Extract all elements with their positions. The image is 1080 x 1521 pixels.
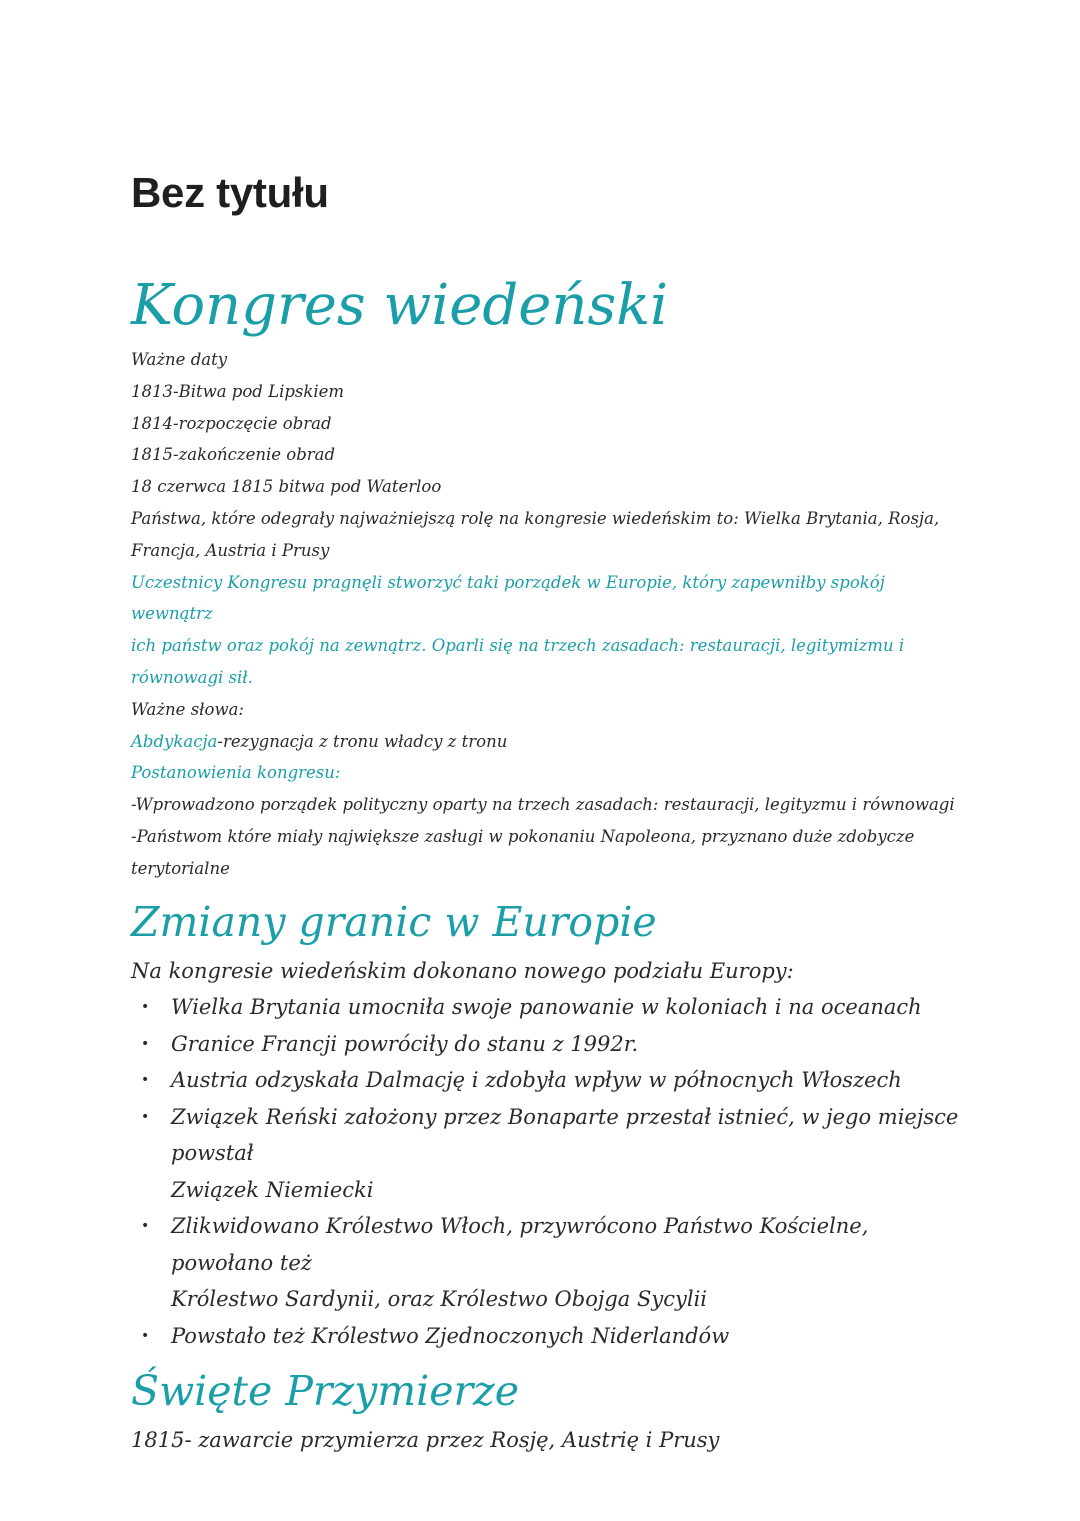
words-label: Ważne słowa: [131,699,244,719]
date-item: 1815-zakończenie obrad [131,445,336,465]
date-item: 1814-rozpoczęcie obrad [131,413,332,433]
term-definition: -rezygnacja z tronu władcy z tronu [217,731,508,751]
bullet-icon: • [141,1072,150,1089]
goals-line: równowagi sił. [131,667,253,687]
term-name: Abdykacja [131,731,218,751]
list-item [131,1099,961,1209]
list-item-text: Związek Niemiecki [171,1177,374,1202]
heading-kongres: Kongres wiedeński [131,273,669,338]
list-item-text: Austria odzyskała Dalmację i zdobyła wpływ w północnych Włoszech [171,1068,902,1093]
decision-item: -Państwom które miały największe zasługi w pokonaniu Napoleona, przyznano duże zdobycze [131,826,915,846]
list-item-text: Powstało też Królestwo Zjednoczonych Niderlandów [171,1323,730,1348]
bullet-icon: • [141,1035,150,1052]
borders-list [131,989,961,1354]
date-item: 1813-Bitwa pod Lipskiem [131,381,345,401]
list-item-text: Zlikwidowano Królestwo Włoch, przywrócono Państwo Kościelne, powołano też [171,1214,869,1275]
goals-line: ich państw oraz pokój na zewnątrz. Oparli się na trzech zasadach: restauracji, legitymizmu i [131,636,905,656]
bullet-icon: • [141,1327,150,1344]
decision-item: -Wprowadzono porządek polityczny oparty na trzech zasadach: restauracji, legityzmu i równowagi [131,795,955,815]
bullet-icon: • [141,1218,150,1235]
list-item-text: Wielka Brytania umocniła swoje panowanie w koloniach i na oceanach [171,995,922,1020]
section2-intro: Na kongresie wiedeńskim dokonano nowego podziału Europy: [131,958,794,983]
list-item [131,989,961,1026]
term-definition-line [131,726,961,758]
bullet-icon: • [141,1108,150,1125]
list-item [131,1208,961,1318]
list-item-text: Granice Francji powróciły do stanu z 1992r. [171,1031,639,1056]
heading-zmiany-granic: Zmiany granic w Europie [131,897,657,946]
terms-block [131,694,961,885]
dates-label: Ważne daty [131,350,228,369]
list-item [131,1026,961,1063]
decisions-label: Postanowienia kongresu: [131,763,341,783]
goals-line: Uczestnicy Kongresu pragnęli stworzyć taki porządek w Europie, który zapewniłby spokój wewnątrz [131,572,885,624]
list-item [131,1062,961,1099]
states-line: Państwa, które odegrały najważniejszą rolę na kongresie wiedeńskim to: Wielka Brytania, Rosja, [131,508,940,528]
bullet-icon: • [141,999,150,1016]
list-item [131,1318,961,1355]
list-item-text: Związek Reński założony przez Bonaparte przestał istnieć, w jego miejsce powstał [171,1104,959,1166]
states-line: Francja, Austria i Prusy [131,540,330,560]
list-item-text: Królestwo Sardynii, oraz Królestwo Obojga Sycylii [171,1287,708,1312]
note-content [131,268,961,1459]
heading-swiete-przymierze: Święte Przymierze [131,1367,519,1416]
goals-paragraph [131,567,961,694]
dates-block [131,344,961,567]
page-title: Bez tytułu [131,169,329,216]
decision-item: terytorialne [131,858,230,878]
date-item: 18 czerwca 1815 bitwa pod Waterloo [131,477,442,497]
section3-text: 1815- zawarcie przymierza przez Rosję, Austrię i Prusy [131,1428,720,1453]
